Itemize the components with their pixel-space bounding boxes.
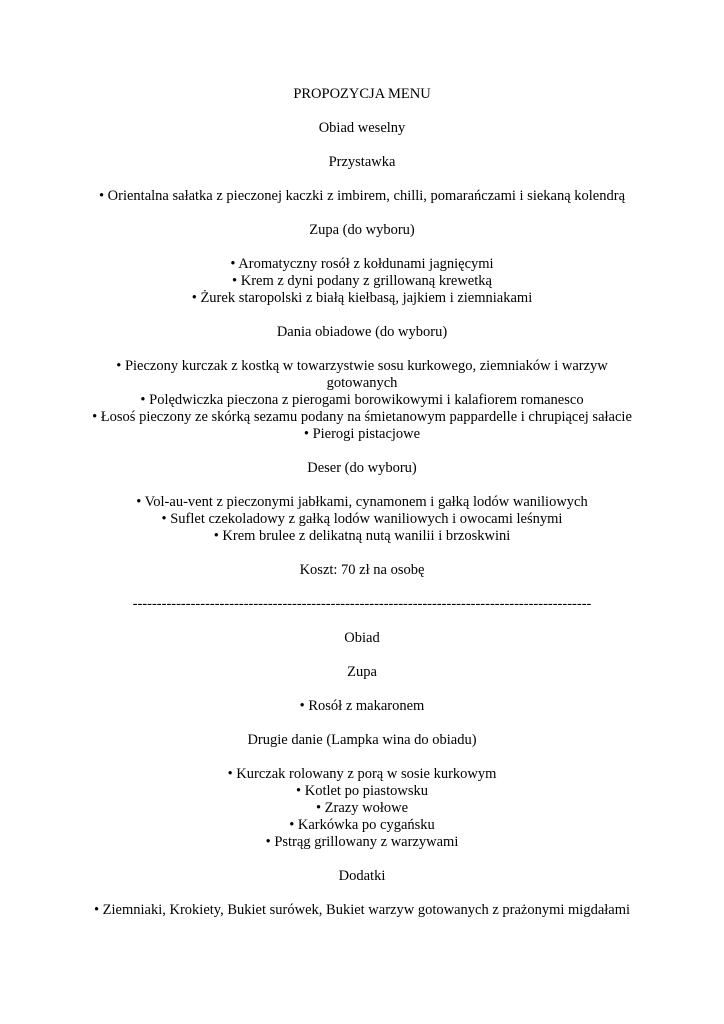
list-item: • Zrazy wołowe [315,800,409,816]
list-item: • Kurczak rolowany z porą w sosie kurkowym [227,766,497,782]
document-title: PROPOZYCJA MENU [293,86,431,102]
list-item: • Suflet czekoladowy z gałką lodów waniliowych i owocami leśnymi [161,511,563,527]
list-item: • Żurek staropolski z białą kiełbasą, jajkiem i ziemniakami [191,290,533,306]
list-item: • Karkówka po cygańsku [289,817,435,833]
sides-heading: Dodatki [338,868,386,884]
list-item: • Ziemniaki, Krokiety, Bukiet surówek, Bukiet warzyw gotowanych z prażonymi migdałami [93,902,631,918]
main-course-heading: Dania obiadowe (do wyboru) [276,324,448,340]
menu-document [70,86,654,919]
list-item: • Vol-au-vent z pieczonymi jabłkami, cynamonem i gałką lodów waniliowych [136,494,588,510]
list-item: • Polędwiczka pieczona z pierogami borowikowymi i kalafiorem romanesco [140,392,584,408]
price-text: Koszt: 70 zł na osobę [299,562,425,578]
list-item: • Orientalna sałatka z pieczonej kaczki z imbirem, chilli, pomarańczami i siekaną kolendrą [98,188,626,204]
soup-heading: Zupa (do wyboru) [309,222,415,238]
wedding-heading: Obiad weselny [318,120,406,136]
dessert-heading: Deser (do wyboru) [307,460,417,476]
starter-heading: Przystawka [328,154,396,170]
list-item: • Aromatyczny rosół z kołdunami jagnięcymi [230,256,494,272]
dinner-heading: Obiad [344,630,380,646]
list-item: • Pierogi pistacjowe [303,426,421,442]
dinner-soup-heading: Zupa [347,664,377,680]
list-item: • Rosół z makaronem [299,698,425,714]
section-separator: ----------------------------------------------------------------------------------------------- [132,596,592,612]
list-item: • Łosoś pieczony ze skórką sezamu podany na śmietanowym pappardelle i chrupiącej sałacie [92,409,632,425]
list-item: • Krem brulee z delikatną nutą wanilii i brzoskwini [213,528,511,544]
list-item: • Pstrąg grillowany z warzywami [265,834,459,850]
list-item: • Kotlet po piastowsku [296,783,428,799]
second-course-heading: Drugie danie (Lampka wina do obiadu) [247,732,477,748]
list-item: • Pieczony kurczak z kostką w towarzystwie sosu kurkowego, ziemniaków i warzyw gotowanych [116,358,608,391]
list-item: • Krem z dyni podany z grillowaną krewetką [232,273,492,289]
